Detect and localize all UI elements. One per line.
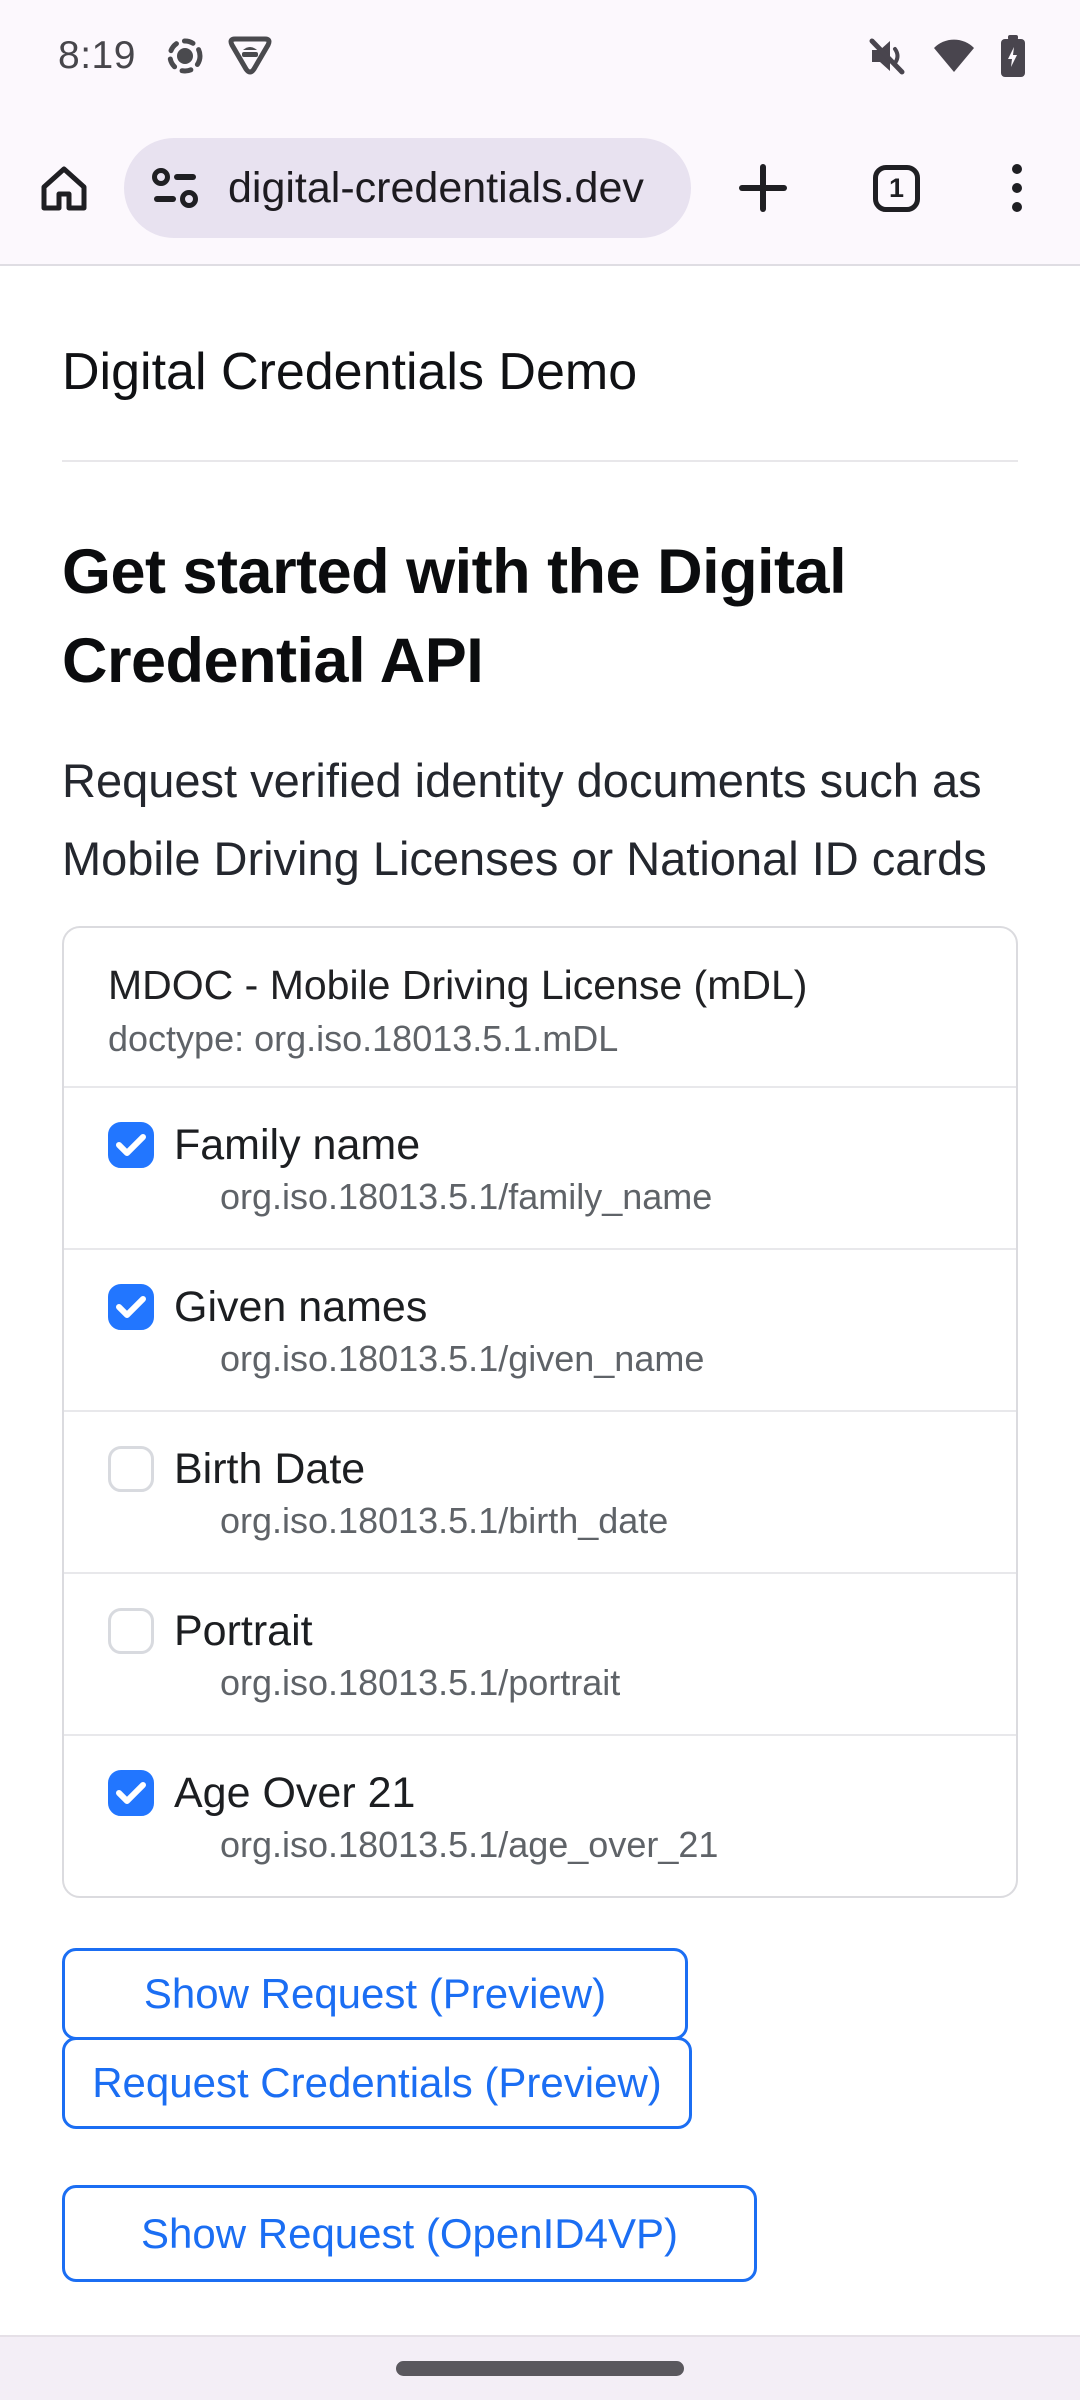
- status-left-icons: [164, 35, 272, 77]
- show-request-preview-button[interactable]: Show Request (Preview): [62, 1948, 688, 2040]
- plus-icon: [739, 164, 787, 212]
- field-row-given-names: [64, 1248, 1016, 1410]
- field-path: org.iso.18013.5.1/birth_date: [220, 1500, 669, 1541]
- status-right-icons: [866, 35, 1026, 77]
- subtitle: Request verified identity documents such as Mobile Driving Licenses or National ID cards: [62, 754, 987, 885]
- android-shield-icon: [228, 35, 272, 77]
- check-icon: [116, 1781, 146, 1805]
- field-row-age-over-21: [64, 1734, 1016, 1896]
- url-text: digital-credentials.dev: [228, 163, 644, 212]
- checkbox-family-name[interactable]: [108, 1122, 154, 1168]
- clock: 8:19: [58, 34, 136, 77]
- tab-switcher-button[interactable]: [873, 165, 920, 212]
- page-title: Digital Credentials Demo: [62, 343, 638, 401]
- field-row-family-name: [64, 1086, 1016, 1248]
- screen-record-icon: [164, 35, 206, 77]
- home-button[interactable]: [38, 162, 90, 214]
- home-icon: [38, 162, 90, 214]
- field-path: org.iso.18013.5.1/age_over_21: [220, 1824, 719, 1865]
- system-navigation-bar: [0, 2335, 1080, 2400]
- url-bar[interactable]: [124, 138, 691, 238]
- divider: [62, 460, 1018, 462]
- menu-button[interactable]: [1008, 160, 1026, 216]
- credential-card: [62, 926, 1018, 1898]
- field-row-birth-date: [64, 1410, 1016, 1572]
- card-title: MDOC - Mobile Driving License (mDL): [108, 962, 808, 1008]
- field-path: org.iso.18013.5.1/given_name: [220, 1338, 705, 1379]
- status-bar: [0, 0, 1080, 112]
- show-request-openid4vp-button[interactable]: Show Request (OpenID4VP): [62, 2185, 757, 2282]
- check-icon: [116, 1295, 146, 1319]
- battery-charging-icon: [1000, 35, 1026, 77]
- request-credentials-preview-button[interactable]: Request Credentials (Preview): [62, 2037, 692, 2129]
- browser-toolbar: [0, 112, 1080, 264]
- site-settings-icon[interactable]: [152, 165, 208, 211]
- field-label: Portrait: [174, 1607, 313, 1655]
- volume-muted-icon: [866, 35, 908, 77]
- field-label: Family name: [174, 1121, 421, 1169]
- tab-count: 1: [888, 172, 905, 203]
- browser-chrome: [0, 0, 1080, 266]
- checkbox-birth-date[interactable]: [108, 1446, 154, 1492]
- preview-button-group: [62, 1948, 1018, 2129]
- wifi-icon: [932, 36, 976, 76]
- field-label: Given names: [174, 1283, 428, 1331]
- card-header: [64, 928, 1016, 1086]
- field-row-portrait: [64, 1572, 1016, 1734]
- field-path: org.iso.18013.5.1/portrait: [220, 1662, 621, 1703]
- field-label: Age Over 21: [174, 1769, 416, 1817]
- checkbox-age-over-21[interactable]: [108, 1770, 154, 1816]
- check-icon: [116, 1133, 146, 1157]
- new-tab-button[interactable]: [739, 164, 787, 212]
- gesture-handle[interactable]: [396, 2361, 684, 2376]
- card-doctype: doctype: org.iso.18013.5.1.mDL: [108, 1018, 619, 1059]
- field-path: org.iso.18013.5.1/family_name: [220, 1176, 713, 1217]
- checkbox-given-names[interactable]: [108, 1284, 154, 1330]
- checkbox-portrait[interactable]: [108, 1608, 154, 1654]
- field-label: Birth Date: [174, 1445, 366, 1493]
- main-heading: Get started with the Digital Credential API: [62, 537, 847, 696]
- web-page: [0, 342, 1080, 2282]
